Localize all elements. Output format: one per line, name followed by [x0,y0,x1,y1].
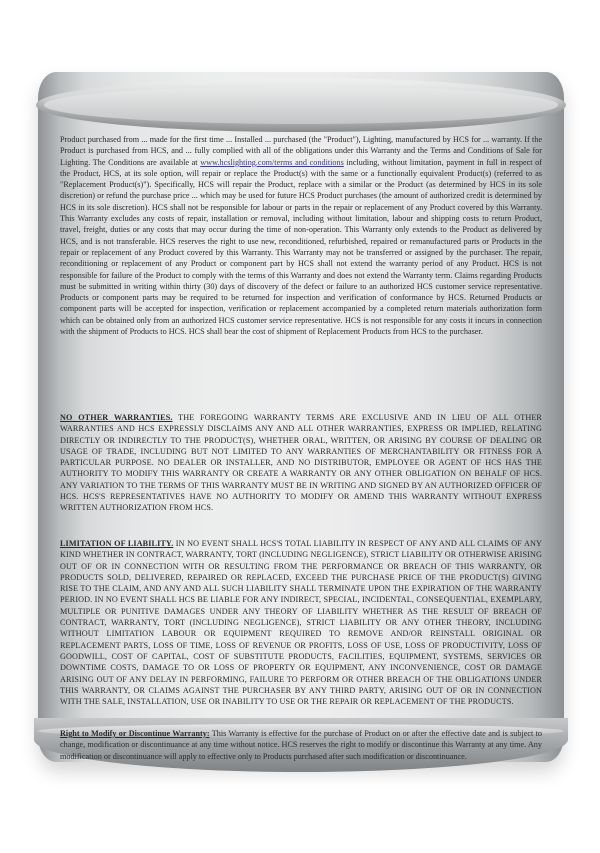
warranty-intro-text-a: Product purchased from ... made for the first time ... Installed ... purchased (the "Product"), Lighting, manufactured by HCS for ... warranty. If the Product is purchased from HCS, and ... fully complied with all of the obligations under this Warranty and the Terms and Conditions of Sale for Lighting. The Conditions are available at [60,135,542,167]
limitation-of-liability-text: IN NO EVENT SHALL HCS'S TOTAL LIABILITY IN RESPECT OF ANY AND ALL CLAIMS OF ANY KIND WHETHER IN CONTRACT, WARRANTY, TORT (INCLUDING NEGLIGENCE), STRICT LIABILITY OR OTHERWISE ARISING OUT OF OR IN CONNECTION WITH OR RESULTING FROM THE PERFORMANCE OR BREACH OF THIS WARRANTY, OR PRODUCTS SOLD, DELIVERED, REPAIRED OR REPLACED, EXCEED THE PURCHASE PRICE OF THE PRODUCT(S) GIVING RISE TO THE CLAIM, AND ANY AND ALL SUCH LIABILITY SHALL TERMINATE UPON THE EXPIRATION OF THE WARRANTY PERIOD. IN NO EVENT SHALL HCS BE LIABLE FOR ANY INDIRECT, SPECIAL, INCIDENTAL, CONSEQUENTIAL, EXEMPLARY, MULTIPLE OR PUNITIVE DAMAGES UNDER ANY THEORY OF LIABILITY WHETHER AS THE RESULT OF BREACH OF CONTRACT, WARRANTY, TORT (INCLUDING NEGLIGENCE), STRICT LIABILITY OR ANY OTHER THEORY, INCLUDING WITHOUT LIMITATION LABOUR OR EQUIPMENT REQUIRED TO REMOVE AND/OR REINSTALL ORIGINAL OR REPLACEMENT PARTS, LOSS OF TIME, LOSS OF REVENUE OR PROFITS, LOSS OF USE, LOSS OF PRODUCTIVITY, LOSS OF GOODWILL, COST OF CAPITAL, COST OF SUBSTITUTE PRODUCTS, FACILITIES, EQUIPMENT, SYSTEMS, SERVICES OR DOWNTIME COSTS, DAMAGE TO OR LOSS OF PROPERTY OR EQUIPMENT, ANY INCONVENIENCE, COST OR DAMAGE ARISING OUT OF ANY DELAY IN PERFORMING, FAILURE TO PERFORM OR OTHER BREACH OF THE OBLIGATIONS UNDER THIS WARRANTY, OR CLAIMS AGAINST THE PURCHASER BY ANY THIRD PARTY, ARISING OUT OF OR IN CONNECTION WITH THE SALE, INSTALLATION, USE OR INABILITY TO USE OR THE REPAIR OR REPLACEMENT OF THE PRODUCTS. [60,539,542,707]
warranty-intro-text-b: including, without limitation, payment in full in respect of the Product, HCS, at its sole option, will repair or replace the Product(s) with the same or a functionally equivalent Product(s) (referred to as "Replacement Product(s)"). Specifically, HCS will repair the Product, replace with a similar or the Product (as determined by HCS in its sole discretion) or refund the purchase price ... which may be used for future HCS Product purchases (the amount of authorized credit is determined by HCS in its sole discretion). HCS shall not be responsible for labour or parts in the repair or replacement of any Product covered by this Warranty. This Warranty excludes any costs of repair, installation or removal, including without limitation, labour and shipping costs to return Product, travel, freight, duties or any costs that may occur during the time of non-operation. This Warranty only extends to the Product as delivered by HCS, and is not transferable. HCS reserves the right to use new, reconditioned, refurbished, repaired or remanufactured parts or Products in the repair or replacement of any Product covered by this Warranty. This Warranty may not be transferred or assigned by the purchaser. The repair, reconditioning or replacement of any Product or component part by HCS shall not extend the warranty period of any Product. HCS is not responsible for failure of the Product to comply with the terms of this Warranty and does not extend the Warranty term. Claims regarding Products must be submitted in writing within thirty (30) days of discovery of the defect or failure to an authorized HCS customer service representative. Products or component parts may be required to be returned for inspection and verification of conformance by HCS. Returned Products or component parts will be accepted for inspection, verification or replacement accompanied by a completed return materials authorization form which can be obtained only from an authorized HCS customer service representative. HCS is not responsible for any costs it incurs in connection with the shipment of Products to HCS. HCS shall bear the cost of shipment of Replacement Products from HCS to the purchaser. [60,157,542,337]
discontinue-warranty-text: This Warranty is effective for the purchase of Product on or after the effective date and is subject to change, modification or discontinuance at any time without notice. HCS reserves the right to modify or discontinue this Warranty at any time. Any modification or discontinuance will apply to effective only to Products purchased after such modification or discontinuance. [60,729,542,761]
terms-link: www.hcslighting.com/terms and conditions [200,157,344,167]
discontinue-warranty-heading: Right to Modify or Discontinue Warranty: [60,729,210,738]
discontinue-warranty-paragraph [60,728,542,774]
warranty-label [60,134,542,761]
no-other-warranties-heading: NO OTHER WARRANTIES. [60,413,173,422]
limitation-of-liability-heading: LIMITATION OF LIABILITY. [60,539,174,548]
limitation-of-liability-paragraph [60,538,542,716]
no-other-warranties-text: THE FOREGOING WARRANTY TERMS ARE EXCLUSIVE AND IN LIEU OF ALL OTHER WARRANTIES AND HCS EXPRESSLY DISCLAIMS ANY AND ALL OTHER WARRANTIES, EXPRESS OR IMPLIED, RELATING DIRECTLY OR INDIRECTLY TO THE PRODUCT(S), WHETHER ORAL, WRITTEN, OR ARISING BY COURSE OF DEALING OR USAGE OF TRADE, INCLUDING BUT NOT LIMITED TO ANY WARRANTIES OF MERCHANTABILITY OR FITNESS FOR A PARTICULAR PURPOSE. NO DEALER OR INSTALLER, AND NO DISTRIBUTOR, EMPLOYEE OR AGENT OF HCS HAS THE AUTHORITY TO MODIFY THIS WARRANTY OR CREATE A WARRANTY OR ANY OTHER OBLIGATION ON BEHALF OF HCS. ANY VARIATION TO THE TERMS OF THIS WARRANTY MUST BE IN WRITING AND SIGNED BY AN AUTHORIZED OFFICER OF HCS. HCS'S REPRESENTATIVES HAVE NO AUTHORITY TO MODIFY OR AMEND THIS WARRANTY WITHOUT EXPRESS WRITTEN AUTHORIZATION FROM HCS. [60,413,542,513]
no-other-warranties-paragraph [60,412,542,526]
warranty-intro-paragraph [60,134,542,388]
can-lid [44,86,558,124]
